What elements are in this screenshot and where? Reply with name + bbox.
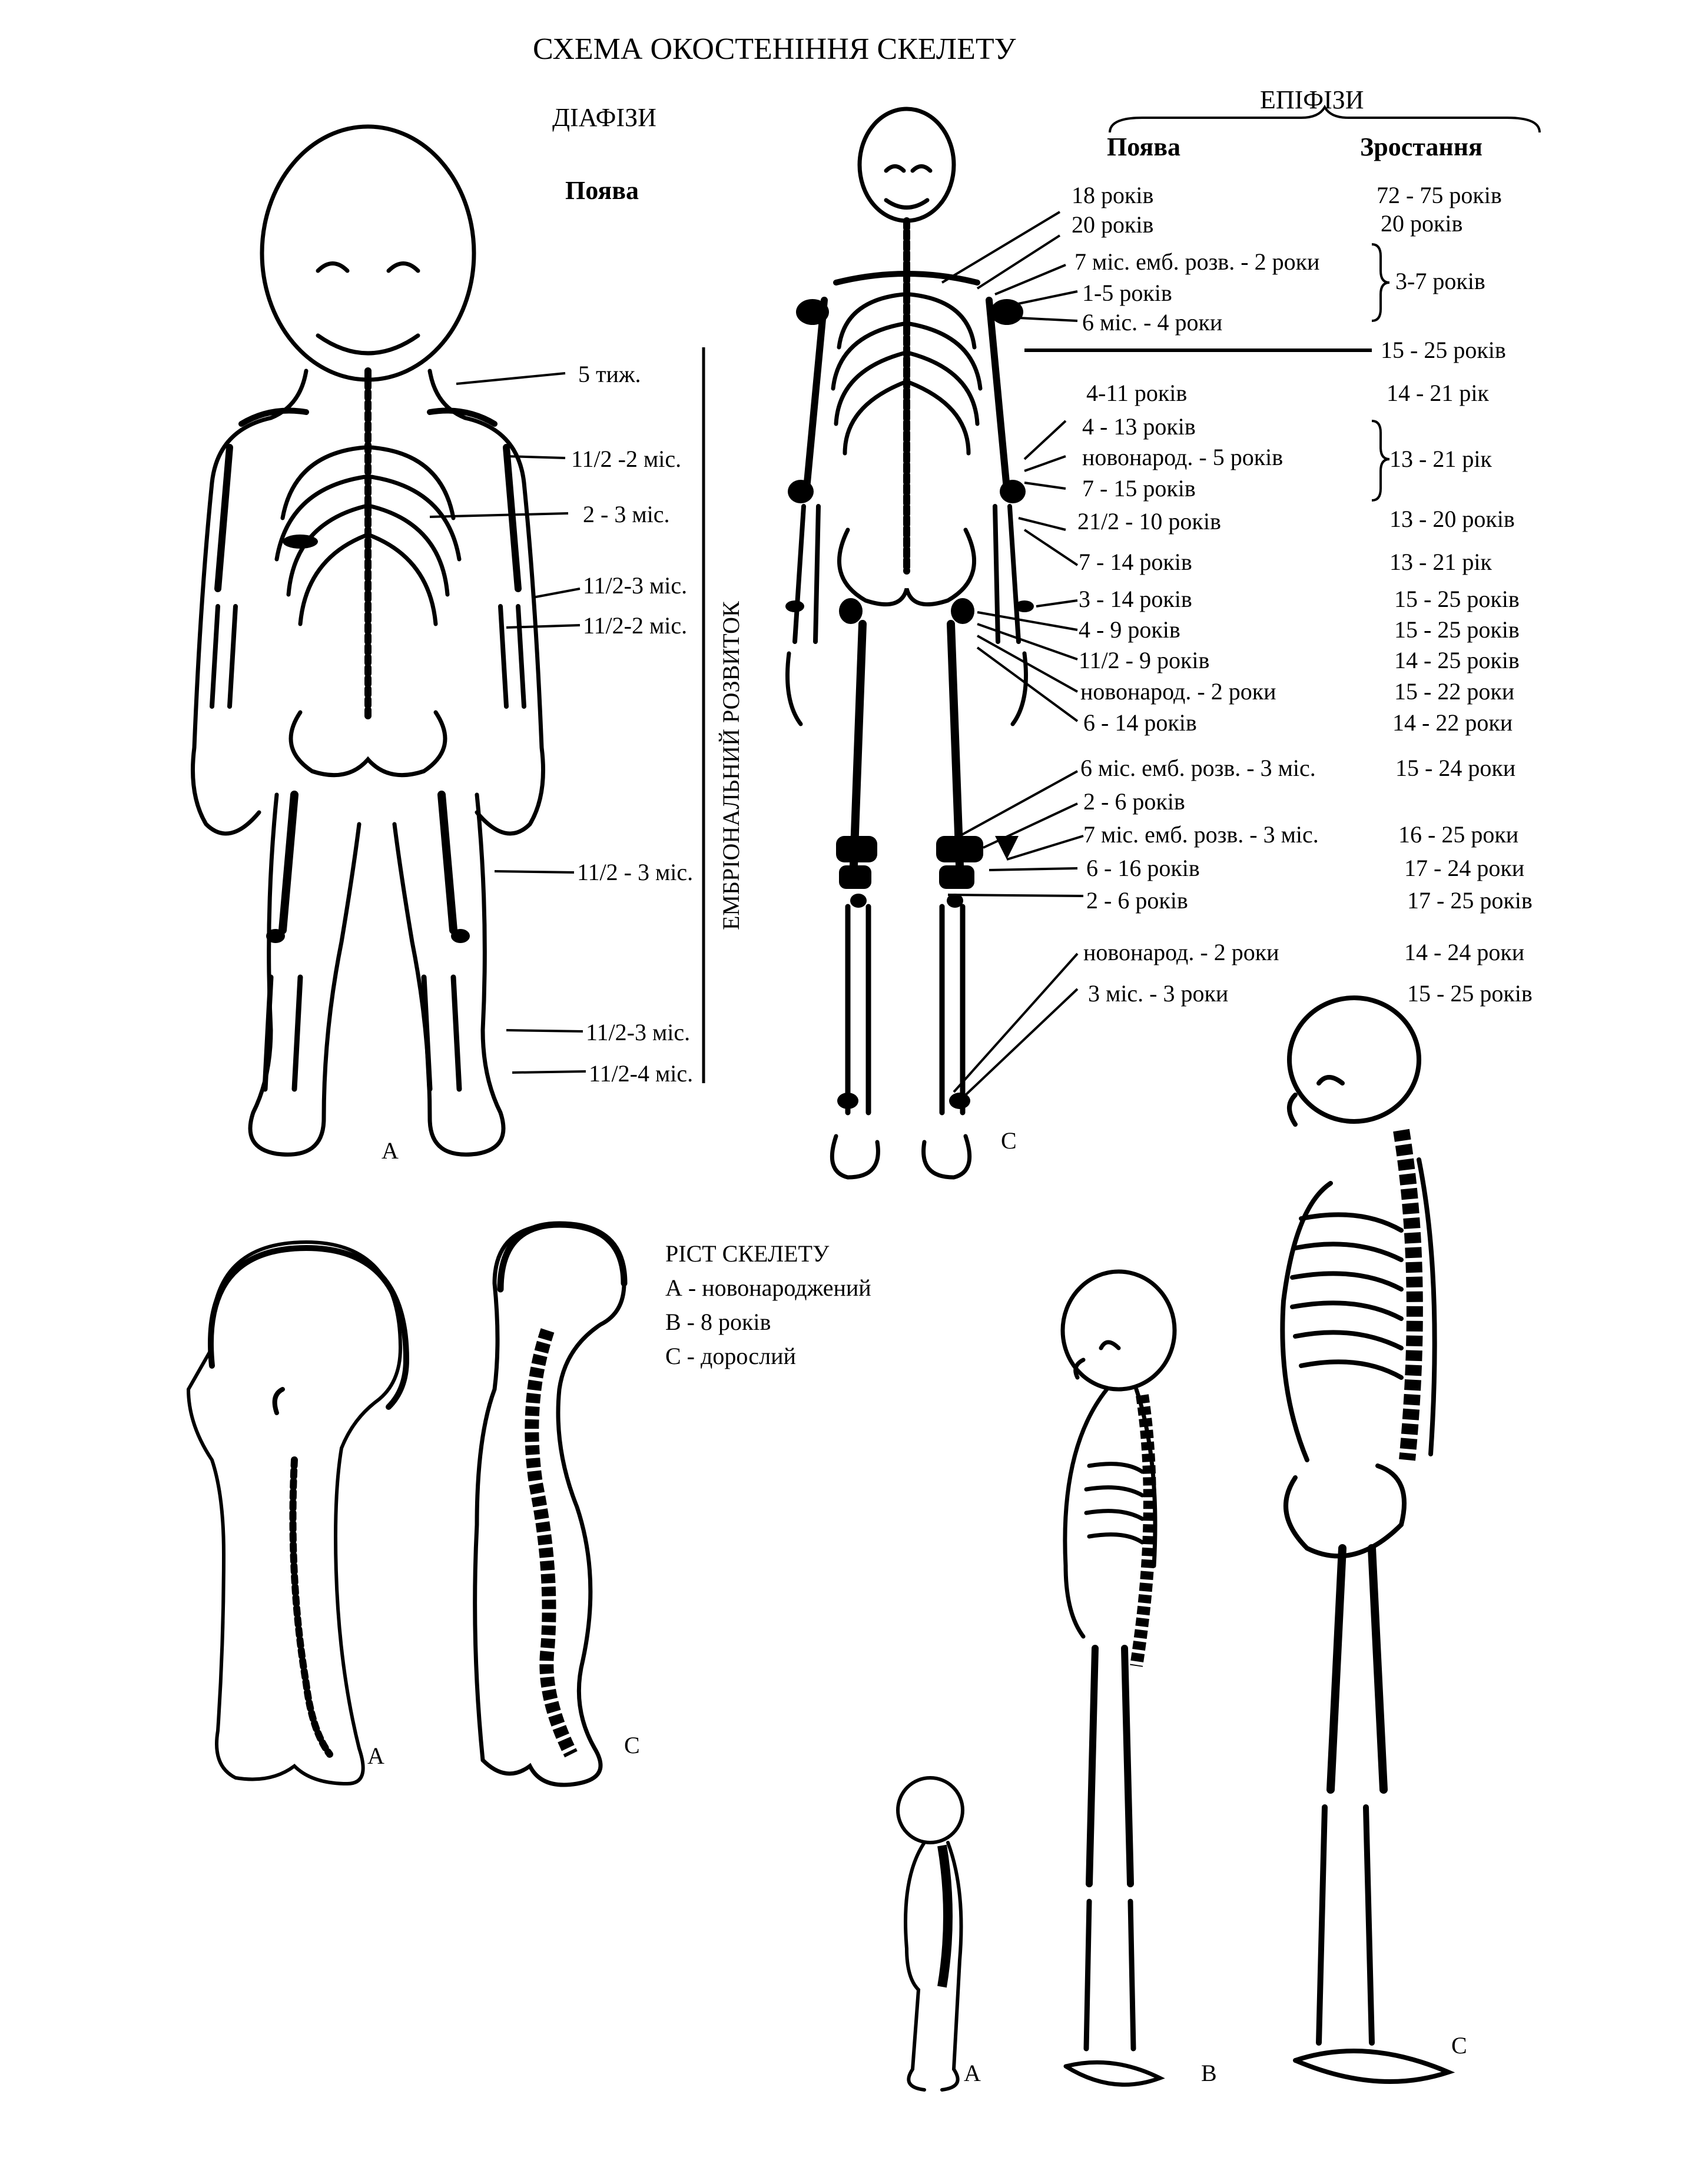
epiphysis-appear: 7 міс. емб. розв. - 3 міс. xyxy=(1083,821,1319,848)
epiphysis-appear: 4 - 13 років xyxy=(1082,413,1196,440)
col-growth: Зростання xyxy=(1360,132,1483,161)
epiphysis-grow: 14 - 24 роки xyxy=(1404,939,1525,965)
profile-letter-a: А xyxy=(964,2060,981,2086)
epiphysis-grow: 15 - 25 років xyxy=(1381,337,1506,363)
epiphysis-appear: 6 - 14 років xyxy=(1083,709,1197,736)
epiphysis-appear: 4 - 9 років xyxy=(1079,616,1180,643)
adult-spine-profile xyxy=(459,1213,648,1801)
epiphysis-grow: 17 - 24 роки xyxy=(1404,855,1525,881)
diaphysis-label: 11/2 - 3 міс. xyxy=(577,859,694,885)
epiphysis-grow: 14 - 25 років xyxy=(1394,647,1520,673)
epiphysis-appear: новонарод. - 2 роки xyxy=(1080,678,1276,705)
epiphysis-appear: 6 міс. - 4 роки xyxy=(1082,309,1223,336)
adult-profile-skeleton xyxy=(1260,995,1460,2102)
epiphysis-appear: 3 - 14 років xyxy=(1079,586,1192,612)
infant-spine-profile xyxy=(177,1230,400,1795)
page-title: СХЕМА ОКОСТЕНІННЯ СКЕЛЕТУ xyxy=(533,32,1016,66)
epiphysis-grow: 13 - 21 рік xyxy=(1389,549,1492,575)
epiphysis-appear: 21/2 - 10 років xyxy=(1077,508,1221,535)
epiphysis-appear: 7 - 15 років xyxy=(1082,475,1196,502)
growth-legend-item: В - 8 років xyxy=(665,1309,771,1335)
diaphysis-label: 11/2 -2 міс. xyxy=(571,446,682,472)
diaphyses-heading: ДІАФІЗИ xyxy=(552,103,656,132)
epiphysis-appear: 6 - 16 років xyxy=(1086,855,1200,881)
child-profile-skeleton xyxy=(1030,1266,1195,2102)
epiphysis-grow: 72 - 75 років xyxy=(1377,182,1502,208)
profile-letter-b: В xyxy=(1201,2060,1217,2086)
epiphysis-grow: 14 - 21 рік xyxy=(1387,380,1489,406)
epiphysis-appear: 2 - 6 років xyxy=(1083,788,1185,815)
diaphysis-label: 11/2-3 міс. xyxy=(583,572,688,599)
embryonic-development-label: ЕМБРІОНАЛЬНИЙ РОЗВИТОК xyxy=(718,601,744,930)
profile-letter-c: С xyxy=(1451,2032,1467,2059)
growth-legend-item: С - дорослий xyxy=(665,1343,796,1369)
epiphysis-grow: 3-7 років xyxy=(1395,268,1485,294)
growth-legend-item: А - новонароджений xyxy=(665,1274,871,1301)
epiphysis-grow: 15 - 24 роки xyxy=(1395,755,1516,781)
epiphysis-grow: 14 - 22 роки xyxy=(1392,709,1513,736)
epiphysis-appear: 3 міс. - 3 роки xyxy=(1088,980,1229,1007)
figure-a-letter: А xyxy=(382,1137,399,1164)
epiphysis-grow: 16 - 25 роки xyxy=(1398,821,1519,848)
figure-c-letter: С xyxy=(1001,1127,1017,1154)
epiphyses-heading: ЕПІФІЗИ xyxy=(1260,85,1364,114)
diaphysis-label: 5 тиж. xyxy=(578,361,641,387)
epiphysis-appear: 7 міс. емб. розв. - 2 роки xyxy=(1074,248,1320,275)
epiphysis-grow: 15 - 25 років xyxy=(1394,616,1520,643)
spine-letter-c: С xyxy=(624,1732,640,1758)
epiphysis-appear: новонарод. - 5 років xyxy=(1082,444,1284,470)
diaphysis-label: 11/2-3 міс. xyxy=(586,1019,691,1045)
epiphysis-grow: 13 - 20 років xyxy=(1389,506,1515,532)
epiphysis-appear: 6 міс. емб. розв. - 3 міс. xyxy=(1080,755,1316,781)
epiphysis-grow: 17 - 25 років xyxy=(1407,887,1533,914)
epiphysis-grow: 20 років xyxy=(1381,210,1463,237)
spine-letter-a: А xyxy=(367,1742,384,1769)
col-appearance: Поява xyxy=(1107,132,1180,161)
growth-heading: РІСТ СКЕЛЕТУ xyxy=(665,1240,830,1267)
diaphysis-label: 2 - 3 міс. xyxy=(583,501,670,527)
epiphysis-appear: 2 - 6 років xyxy=(1086,887,1188,914)
epiphysis-grow: 13 - 21 рік xyxy=(1389,446,1492,472)
epiphysis-appear: 11/2 - 9 років xyxy=(1079,647,1210,673)
epiphysis-appear: 7 - 14 років xyxy=(1079,549,1192,575)
epiphysis-appear: 1-5 років xyxy=(1082,280,1172,306)
epiphysis-grow: 15 - 25 років xyxy=(1394,586,1520,612)
diaphyses-subheading: Поява xyxy=(565,176,639,205)
epiphysis-appear: 18 років xyxy=(1072,182,1154,208)
epiphysis-appear: 20 років xyxy=(1072,211,1154,238)
epiphysis-grow: 15 - 22 роки xyxy=(1394,678,1515,705)
epiphysis-appear: новонарод. - 2 роки xyxy=(1083,939,1279,965)
newborn-profile-skeleton xyxy=(883,1775,977,2099)
diaphysis-label: 11/2-2 міс. xyxy=(583,612,688,639)
epiphysis-appear: 4-11 років xyxy=(1086,380,1188,406)
diaphysis-label: 11/2-4 міс. xyxy=(589,1060,694,1087)
epiphysis-grow: 15 - 25 років xyxy=(1407,980,1533,1007)
